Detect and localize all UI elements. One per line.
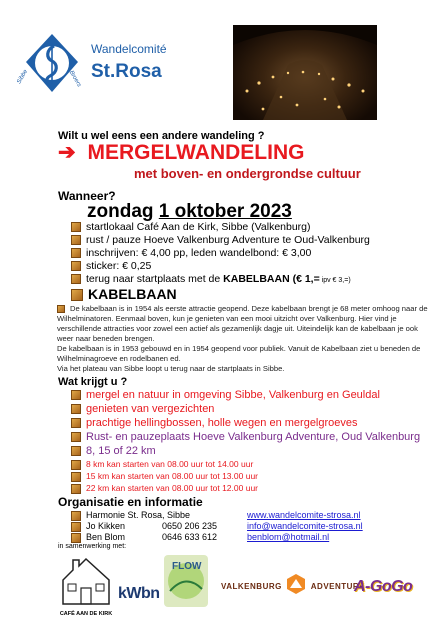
start-time: 22 km kan starten van 08.00 uur tot 12.00 uur <box>71 483 258 494</box>
logo-ring-left: Sibbe <box>16 68 30 86</box>
organisation-heading: Organisatie en informatie <box>58 495 203 509</box>
bullet-icon <box>71 460 81 470</box>
agogo-logo: A-GoGo <box>354 578 413 595</box>
main-title <box>58 140 304 165</box>
valkenburg-logo-left: VALKENBURG <box>221 582 282 591</box>
offer-distances: 8, 15 of 22 km <box>71 445 156 457</box>
offer-item: genieten van vergezichten <box>71 403 214 415</box>
when-heading: Wanneer? <box>58 189 116 203</box>
bullet-icon <box>71 533 81 543</box>
title-text: MERGELWANDELING <box>87 141 305 164</box>
offer-item: prachtige hellingbossen, holle wegen en mergelgroeves <box>71 417 358 429</box>
bullet-icon <box>71 446 81 456</box>
bullet-icon <box>71 274 81 284</box>
when-item: startlokaal Café Aan de Kirk, Sibbe (Valkenburg) <box>71 221 311 233</box>
cafe-logo-text: CAFÉ AAN DE KIRK <box>59 611 113 617</box>
contact-row: Ben Blom <box>71 532 125 543</box>
date-main: 1 oktober 2023 <box>158 201 292 222</box>
org-name-line1: Wandelcomité <box>91 42 167 56</box>
contact-link[interactable]: info@wandelcomite-strosa.nl <box>247 521 363 531</box>
event-date <box>87 201 292 223</box>
org-logo <box>22 32 82 94</box>
bullet-icon <box>71 484 81 494</box>
valkenburg-logo <box>221 573 366 599</box>
kabelbaan-heading: KABELBAAN <box>71 286 177 302</box>
bullet-icon <box>71 390 81 400</box>
bullet-icon <box>71 472 81 482</box>
contact-link[interactable]: www.wandelcomite-strosa.nl <box>247 510 361 520</box>
bullet-icon <box>71 289 83 301</box>
start-time: 8 km kan starten van 08.00 uur tot 14.00 uur <box>71 459 253 470</box>
valkenburg-emblem-icon <box>286 573 306 600</box>
bullet-icon <box>71 248 81 258</box>
cooperation-label: in samenwerking met: <box>58 543 127 550</box>
contact-row: Harmonie St. Rosa, Sibbe <box>71 510 190 521</box>
cafe-logo <box>59 556 113 617</box>
subtitle: met boven- en ondergrondse cultuur <box>134 166 361 181</box>
bullet-icon <box>71 404 81 414</box>
date-prefix: zondag <box>87 201 154 222</box>
bullet-icon <box>71 235 81 245</box>
contact-phone: 0646 633 612 <box>162 532 218 542</box>
offer-rest-item: Rust- en pauzeplaats Hoeve Valkenburg Adventure, Oud Valkenburg <box>71 431 420 443</box>
bullet-icon <box>71 261 81 271</box>
contact-phone: 0650 206 235 <box>162 521 218 531</box>
valkenburg-logo-right: ADVENTURE <box>310 582 366 591</box>
bullet-icon <box>71 432 81 442</box>
when-item-cable: terug naar startplaats met de KABELBAAN (€ 1,= ipv € 3,=) <box>71 273 351 285</box>
kwbn-logo: kWbn <box>118 585 160 602</box>
bullet-icon <box>71 522 81 532</box>
intro-question: Wilt u wel eens een andere wandeling ? <box>58 130 265 142</box>
kabelbaan-text: De kabelbaan is in 1954 als eerste attractie geopend. Deze kabelbaan brengt je 68 meter omhoog naar de Wilhelminatoren. Eenmaal boven, kun je genieten van een mooi uitzicht over Valkenburg. Hier vind je verschillende attracties voor zowel een actief als gezamenlijk dagje uit. Uiteindelijk kan de kabelbaan je ook weer naar beneden brengen. De kabelbaan is in 1953 gebouwd en in 1954 geopend voor publiek. Vanuit de Kabelbaan ziet u beneden de Wilhelminagroeve en rodelbanen ed. Via het plateau van Sibbe loopt u terug naar de startplaats in Sibbe. <box>57 304 428 373</box>
flow-logo <box>164 555 208 607</box>
offer-item: mergel en natuur in omgeving Sibbe, Valkenburg en Geuldal <box>71 389 380 401</box>
when-item: rust / pauze Hoeve Valkenburg Adventure te Oud-Valkenburg <box>71 234 370 246</box>
logo-ring-right: Broers <box>67 69 82 89</box>
bullet-icon <box>71 418 81 428</box>
offer-heading: Wat krijgt u ? <box>58 376 128 388</box>
contact-link[interactable]: benblom@hotmail.nl <box>247 532 330 542</box>
start-time: 15 km kan starten van 08.00 uur tot 13.00 uur <box>71 471 258 482</box>
arrow-icon: ➔ <box>58 141 76 164</box>
org-name-line2: St.Rosa <box>91 61 162 82</box>
flow-logo-text: FLOW <box>172 561 202 572</box>
when-item: inschrijven: € 4,00 pp, leden wandelbond: € 3,00 <box>71 247 311 259</box>
cave-photo <box>233 25 377 120</box>
when-item: sticker: € 0,25 <box>71 260 151 272</box>
bullet-icon <box>71 511 81 521</box>
bullet-icon <box>57 305 65 313</box>
contact-row: Jo Kikken <box>71 521 125 532</box>
bullet-icon <box>71 222 81 232</box>
